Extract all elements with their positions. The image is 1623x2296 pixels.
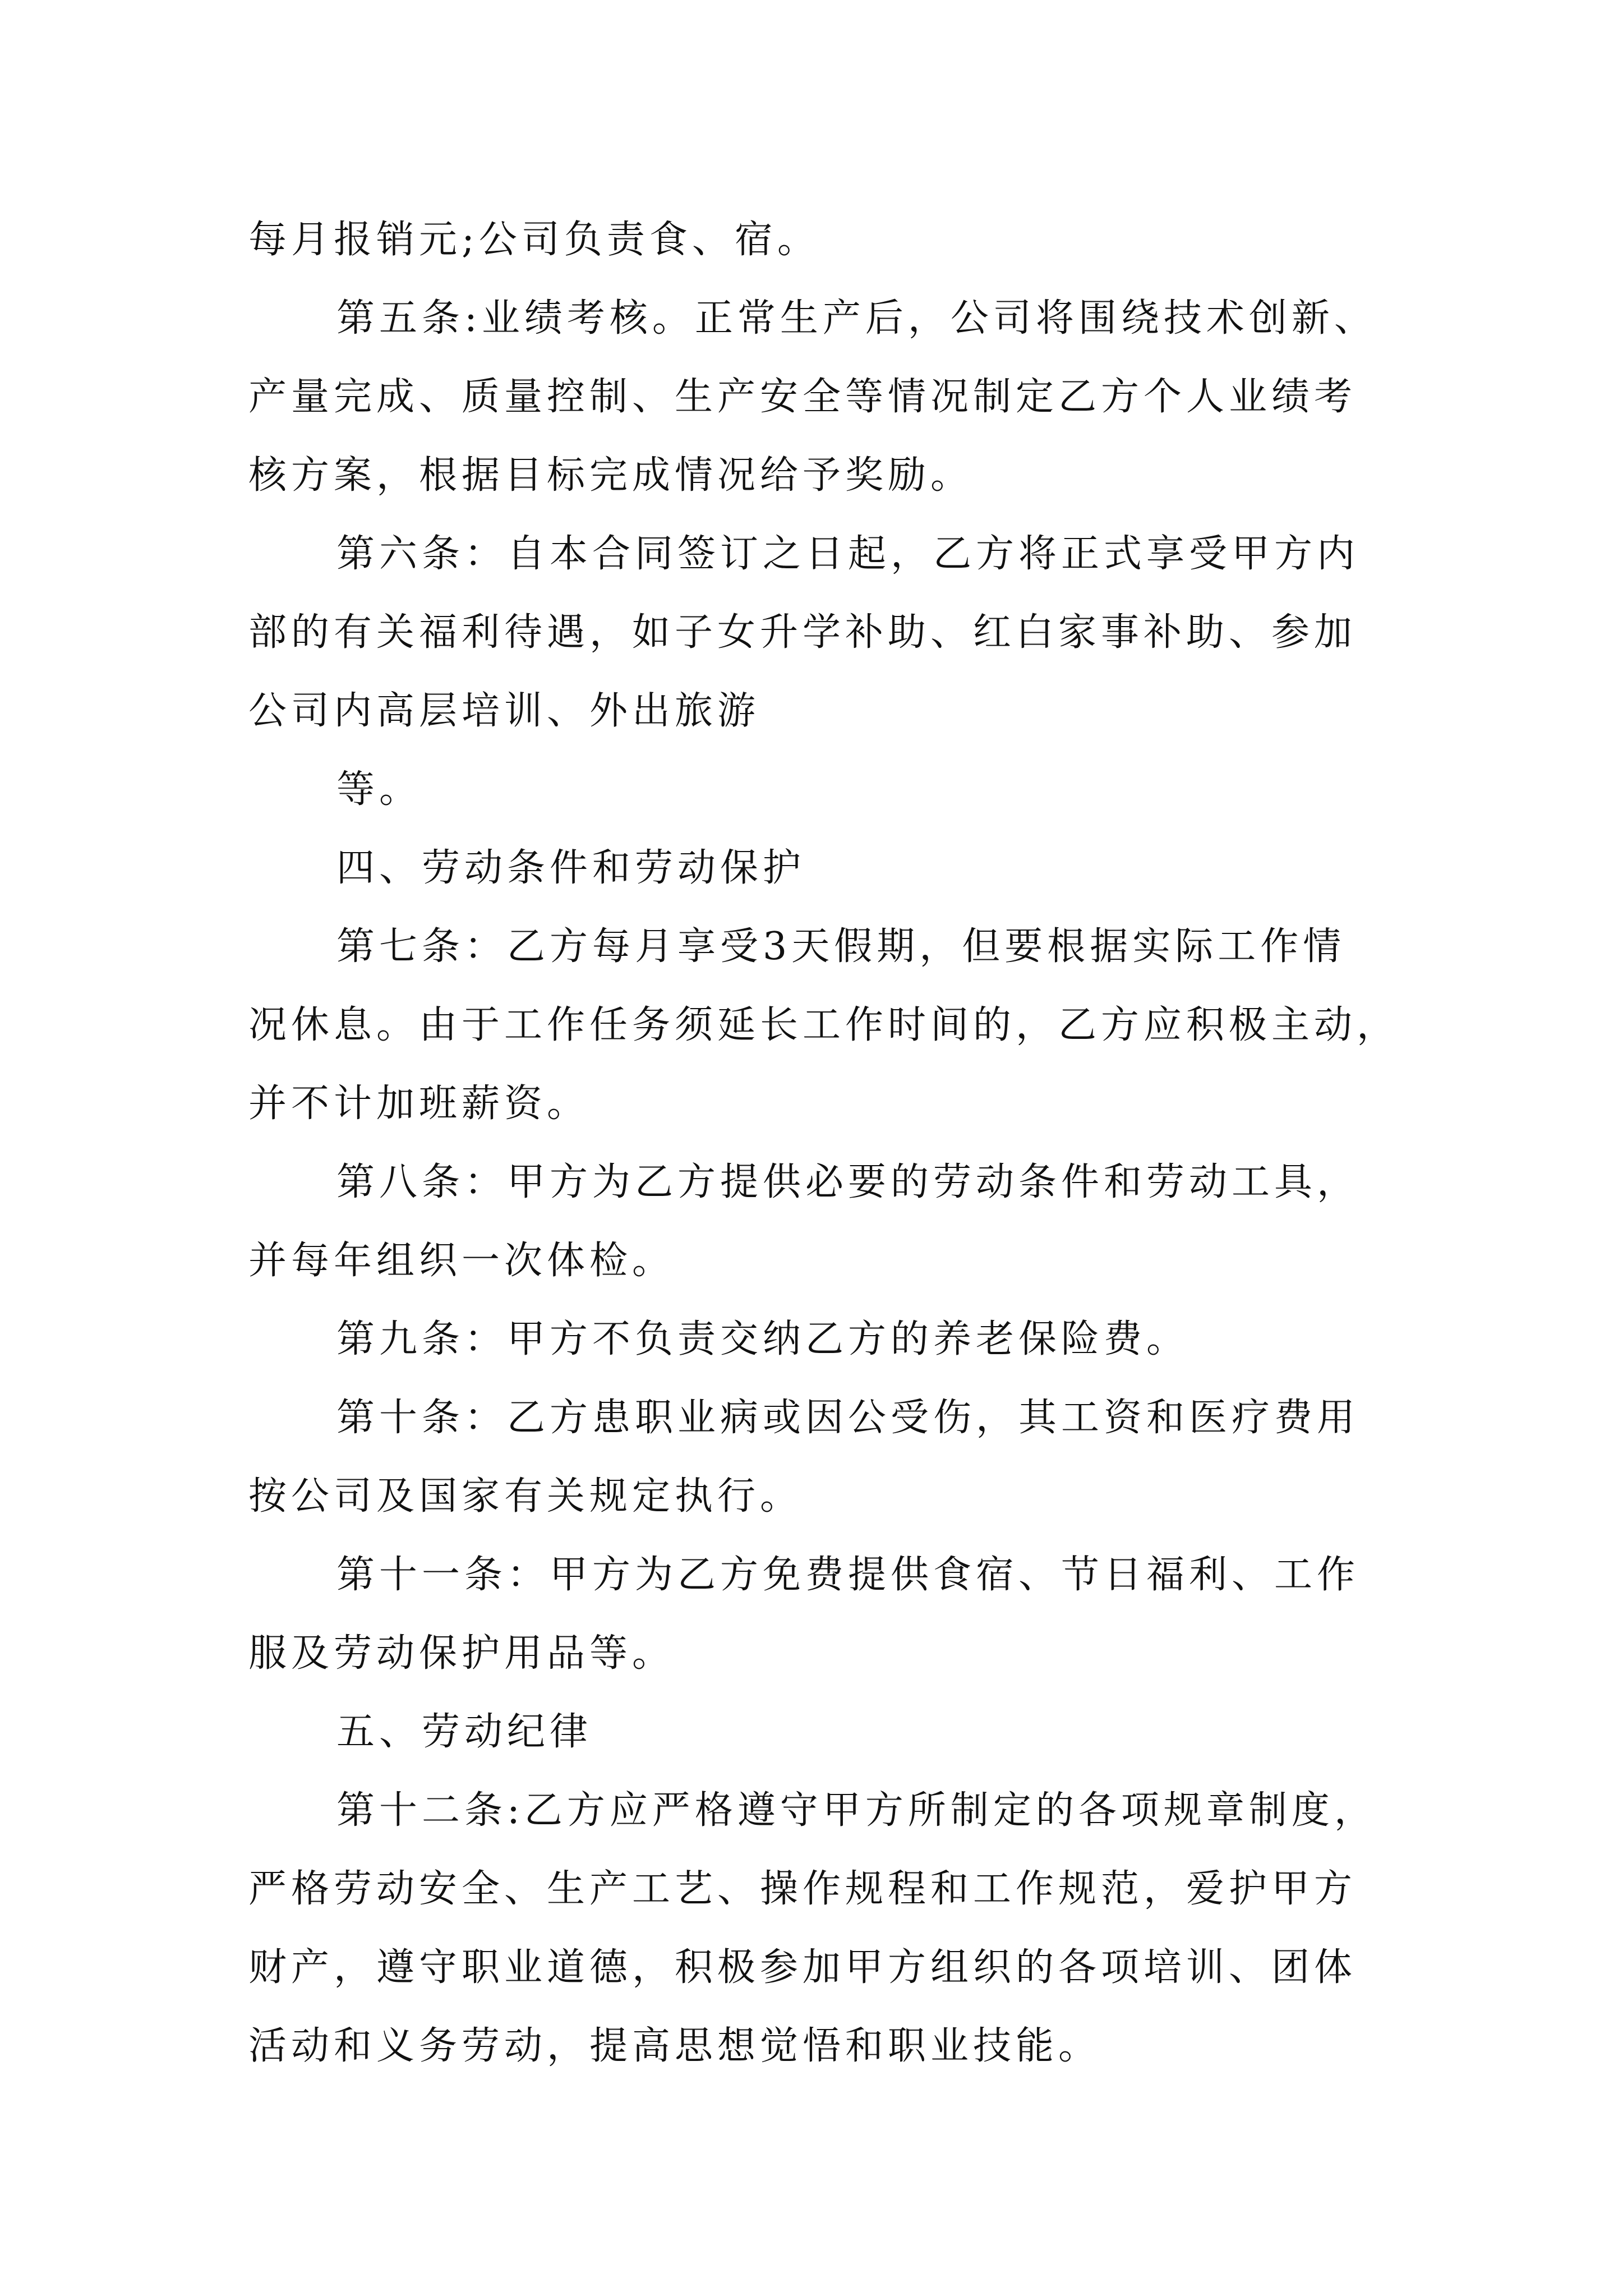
text-line: 活动和义务劳动，提高思想觉悟和职业技能。 xyxy=(248,2024,1101,2068)
text-line: 核方案，根据目标完成情况给予奖励。 xyxy=(248,453,974,498)
article-5-heading-line: 第五条:业绩考核。正常生产后，公司将围绕技术创新、 xyxy=(336,296,1377,341)
text-line: 财产，遵守职业道德，积极参加甲方组织的各项培训、团体 xyxy=(248,1945,1357,1990)
text-line: 部的有关福利待遇，如子女升学补助、红白家事补助、参加 xyxy=(248,610,1357,655)
text-line: 并不计加班薪资。 xyxy=(248,1082,590,1126)
article-11-heading-line: 第十一条：甲方为乙方免费提供食宿、节日福利、工作 xyxy=(336,1553,1360,1597)
section-5-title: 五、劳动纪律 xyxy=(336,1710,593,1754)
section-4-title: 四、劳动条件和劳动保护 xyxy=(336,846,806,890)
article-10-heading-line: 第十条：乙方患职业病或因公受伤，其工资和医疗费用 xyxy=(336,1396,1360,1440)
article-8-heading-line: 第八条：甲方为乙方提供必要的劳动条件和劳动工具， xyxy=(336,1160,1360,1204)
text-line: 服及劳动保护用品等。 xyxy=(248,1631,675,1676)
text-line: 每月报销元;公司负责食、宿。 xyxy=(248,218,820,262)
article-6-heading-line: 第六条：自本合同签订之日起，乙方将正式享受甲方内 xyxy=(336,532,1360,576)
text-line: 产量完成、质量控制、生产安全等情况制定乙方个人业绩考 xyxy=(248,375,1357,419)
text-line: 按公司及国家有关规定执行。 xyxy=(248,1474,803,1519)
article-9-line: 第九条：甲方不负责交纳乙方的养老保险费。 xyxy=(336,1317,1189,1361)
article-12-heading-line: 第十二条:乙方应严格遵守甲方所制定的各项规章制度， xyxy=(336,1788,1377,1833)
article-7-heading-line: 第七条：乙方每月享受3天假期，但要根据实际工作情 xyxy=(336,924,1346,969)
text-line: 严格劳动安全、生产工艺、操作规程和工作规范，爱护甲方 xyxy=(248,1867,1357,1911)
text-line: 况休息。由于工作任务须延长工作时间的，乙方应积极主动， xyxy=(248,1003,1400,1047)
text-line: 等。 xyxy=(336,767,422,812)
text-line: 并每年组织一次体检。 xyxy=(248,1239,675,1283)
text-line: 公司内高层培训、外出旅游 xyxy=(248,689,760,733)
